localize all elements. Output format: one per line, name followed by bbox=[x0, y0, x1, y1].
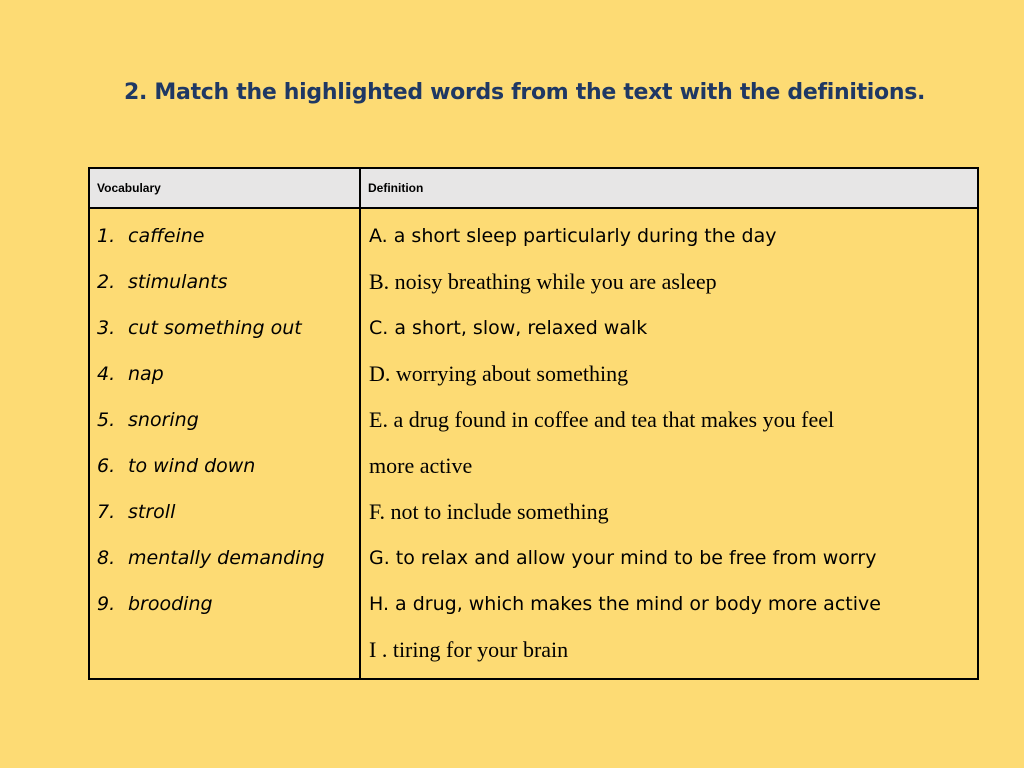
vocab-number: 6. bbox=[97, 455, 116, 477]
definition-item: I . tiring for your brain bbox=[369, 637, 569, 662]
definition-item: B. noisy breathing while you are asleep bbox=[369, 269, 717, 294]
vocab-word: snoring bbox=[128, 409, 199, 431]
header-vocabulary: Vocabulary bbox=[89, 168, 360, 208]
definition-item: C. a short, slow, relaxed walk bbox=[369, 317, 648, 339]
definition-item: E. a drug found in coffee and tea that makes you feel bbox=[369, 407, 835, 432]
vocab-word: brooding bbox=[128, 593, 213, 615]
table-row bbox=[89, 208, 978, 679]
vocab-number: 7. bbox=[97, 501, 116, 523]
vocab-item bbox=[90, 452, 359, 498]
vocab-item bbox=[90, 544, 359, 590]
page-title: 2. Match the highlighted words from the text with the definitions. bbox=[124, 80, 926, 105]
definition-item: more active bbox=[369, 453, 473, 478]
vocab-number: 8. bbox=[97, 547, 116, 569]
vocab-item bbox=[90, 406, 359, 452]
vocab-item bbox=[90, 360, 359, 406]
vocab-word: mentally demanding bbox=[128, 547, 325, 569]
definition-item: G. to relax and allow your mind to be free from worry bbox=[369, 547, 877, 569]
vocab-item bbox=[90, 314, 359, 360]
vocab-number: 9. bbox=[97, 593, 116, 615]
vocab-word: cut something out bbox=[128, 317, 302, 339]
definition-item: F. not to include something bbox=[369, 499, 609, 524]
vocab-number: 4. bbox=[97, 363, 116, 385]
vocab-item bbox=[90, 590, 359, 636]
vocabulary-cell bbox=[89, 208, 360, 679]
vocab-word: to wind down bbox=[128, 455, 256, 477]
definition-item: D. worrying about something bbox=[369, 361, 629, 386]
vocab-word: nap bbox=[128, 363, 164, 385]
vocab-item bbox=[90, 268, 359, 314]
header-definition: Definition bbox=[360, 168, 978, 208]
vocab-word: caffeine bbox=[128, 225, 205, 247]
vocab-number: 2. bbox=[97, 271, 116, 293]
vocab-word: stimulants bbox=[128, 271, 228, 293]
definition-cell bbox=[360, 208, 978, 679]
vocab-number: 5. bbox=[97, 409, 116, 431]
vocab-number: 1. bbox=[97, 225, 116, 247]
vocab-item bbox=[90, 498, 359, 544]
definition-item: A. a short sleep particularly during the day bbox=[369, 225, 777, 247]
vocab-word: stroll bbox=[128, 501, 176, 523]
definition-item: H. a drug, which makes the mind or body more active bbox=[369, 593, 881, 615]
vocab-number: 3. bbox=[97, 317, 116, 339]
table-header-row bbox=[89, 168, 978, 208]
vocab-item bbox=[90, 222, 359, 268]
vocabulary-table bbox=[88, 167, 979, 680]
